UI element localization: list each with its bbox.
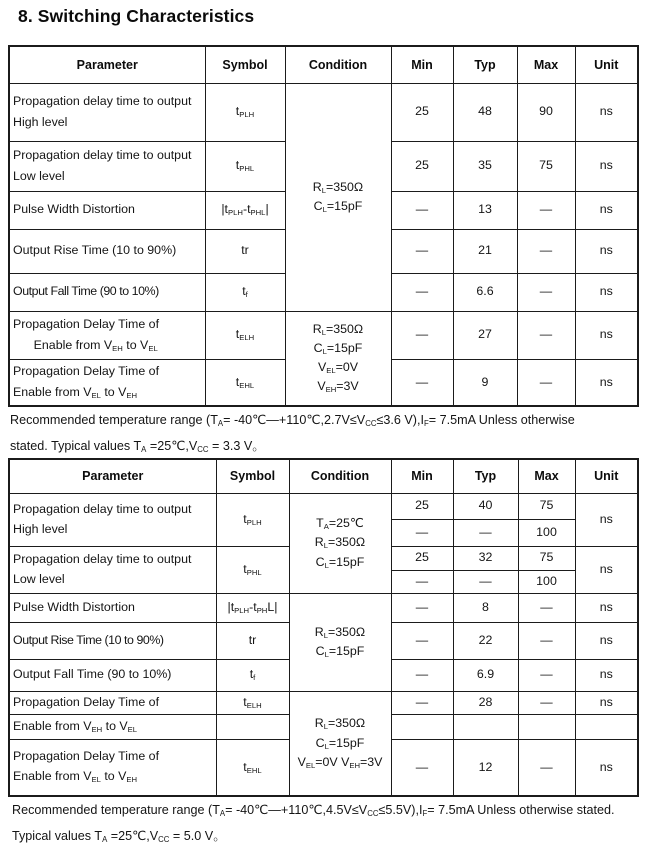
symbol-cell: tr — [216, 622, 289, 659]
parameter-cell: Propagation delay time to output High level — [9, 83, 205, 141]
min-cell: — — [391, 593, 453, 622]
unit-cell: ns — [575, 739, 638, 796]
max-cell: — — [518, 593, 575, 622]
condition-cell: $R_L=350\Omega$ $C_L=15pF$ — [289, 593, 391, 691]
max-cell: 75 — [518, 546, 575, 570]
col-header-symbol: Symbol — [216, 459, 289, 493]
note-5v-conditions: Recommended temperature range ($T_A=$ $-40℃—+110℃,4.5V\le V_{CC}\le 5.5V),I_F= 7.5mA$ Unless otherwise stated. Typical values $T_A$ $=25℃,V_{CC} = 5.0$ V。 — [12, 803, 615, 844]
min-cell: — — [391, 659, 453, 691]
condition-cell: $R_L=350\Omega$ $C_L=15pF$ $V_{EL}=0V$ $V_{EH}=3V$ — [289, 691, 391, 796]
symbol-cell: $t_{PHL}$ — [205, 141, 285, 191]
symbol-cell: $t_{ELH}$ — [205, 311, 285, 359]
col-header-parameter: Parameter — [9, 46, 205, 83]
parameter-cell: Propagation Delay Time of Enable from $V_{EL}$ to $V_{EH}$ — [9, 739, 216, 796]
col-header-typ: Typ — [453, 459, 518, 493]
typ-cell: 28 — [453, 691, 518, 714]
parameter-cell: Output Rise Time (10 to 90%) — [9, 229, 205, 273]
min-cell: — — [391, 229, 453, 273]
table-header-row — [9, 46, 638, 83]
symbol-cell: $t_{PHL}$ — [216, 546, 289, 593]
parameter-cell: Propagation delay time to output Low level — [9, 141, 205, 191]
max-cell: 100 — [518, 519, 575, 546]
unit-cell: ns — [575, 83, 638, 141]
unit-cell: ns — [575, 593, 638, 622]
symbol-cell: $t_f$ — [216, 659, 289, 691]
typ-cell: 9 — [453, 359, 517, 406]
table-row — [9, 593, 638, 622]
unit-cell: ns — [575, 622, 638, 659]
unit-cell: ns — [575, 546, 638, 593]
col-header-typ: Typ — [453, 46, 517, 83]
unit-cell: ns — [575, 691, 638, 714]
unit-cell: ns — [575, 273, 638, 311]
parameter-cell: Propagation delay time to output High level — [9, 493, 216, 546]
max-cell: — — [517, 191, 575, 229]
table-row — [9, 311, 638, 359]
max-cell: — — [518, 739, 575, 796]
section-title: 8. Switching Characteristics — [18, 6, 255, 26]
symbol-cell: $t_f$ — [205, 273, 285, 311]
max-cell: — — [518, 691, 575, 714]
typ-cell: — — [453, 570, 518, 593]
typ-cell: 40 — [453, 493, 518, 519]
typ-cell: 21 — [453, 229, 517, 273]
symbol-cell: $t_{PLH}$ — [216, 493, 289, 546]
typ-cell: 8 — [453, 593, 518, 622]
symbol-cell: $t_{ELH}$ — [216, 691, 289, 714]
min-cell: — — [391, 519, 453, 546]
typ-cell: 6.9 — [453, 659, 518, 691]
parameter-cell: Output Rise Time (10 to 90%) — [9, 622, 216, 659]
col-header-condition: Condition — [289, 459, 391, 493]
typ-cell: — — [453, 519, 518, 546]
unit-cell: ns — [575, 659, 638, 691]
symbol-cell — [216, 714, 289, 739]
min-cell: — — [391, 359, 453, 406]
max-cell: 75 — [517, 141, 575, 191]
max-cell: — — [517, 229, 575, 273]
max-cell: — — [518, 622, 575, 659]
note-3v3-conditions: Recommended temperature range ($T_A=$ $-40℃—+110℃,2.7V\le V_{CC}\le 3.6$ $V),I_F= 7.5mA$ Unless otherwise stated. Typical values $T_A$ $=25℃,V_{CC} = 3.3$ V。 — [10, 413, 575, 455]
parameter-cell: Output Fall Time (90 to 10%) — [9, 273, 205, 311]
min-cell: — — [391, 273, 453, 311]
max-cell: — — [517, 273, 575, 311]
parameter-cell: Propagation Delay Time of — [9, 691, 216, 714]
min-cell: — — [391, 622, 453, 659]
unit-cell: ns — [575, 229, 638, 273]
max-cell: — — [517, 311, 575, 359]
max-cell: 100 — [518, 570, 575, 593]
col-header-unit: Unit — [575, 459, 638, 493]
parameter-cell: Propagation delay time to output Low level — [9, 546, 216, 593]
max-cell — [518, 714, 575, 739]
max-cell: 75 — [518, 493, 575, 519]
typ-cell: 12 — [453, 739, 518, 796]
typ-cell — [453, 714, 518, 739]
unit-cell — [575, 714, 638, 739]
typ-cell: 32 — [453, 546, 518, 570]
table-row — [9, 493, 638, 519]
parameter-cell: Enable from $V_{EH}$ to $V_{EL}$ — [9, 714, 216, 739]
col-header-symbol: Symbol — [205, 46, 285, 83]
min-cell — [391, 714, 453, 739]
col-header-min: Min — [391, 459, 453, 493]
condition-cell: $R_L=350\Omega$ $C_L=15pF$ $V_{EL}=0V$ $V_{EH}=3V$ — [285, 311, 391, 406]
symbol-cell: $t_{PLH}$ — [205, 83, 285, 141]
max-cell: — — [518, 659, 575, 691]
unit-cell: ns — [575, 311, 638, 359]
min-cell: — — [391, 191, 453, 229]
switching-table-5v — [8, 458, 639, 797]
typ-cell: 6.6 — [453, 273, 517, 311]
symbol-cell: tr — [205, 229, 285, 273]
unit-cell: ns — [575, 191, 638, 229]
parameter-cell: Output Fall Time (90 to 10%) — [9, 659, 216, 691]
parameter-cell: Propagation Delay Time of Enable from $V_{EL}$ to $V_{EH}$ — [9, 359, 205, 406]
col-header-min: Min — [391, 46, 453, 83]
col-header-max: Max — [518, 459, 575, 493]
symbol-cell: $t_{EHL}$ — [205, 359, 285, 406]
min-cell: 25 — [391, 493, 453, 519]
min-cell: — — [391, 739, 453, 796]
table-header-row — [9, 459, 638, 493]
unit-cell: ns — [575, 359, 638, 406]
unit-cell: ns — [575, 141, 638, 191]
parameter-cell: Pulse Width Distortion — [9, 191, 205, 229]
min-cell: — — [391, 311, 453, 359]
symbol-cell: $|t_{PLH}-t_{PHL}|$ — [205, 191, 285, 229]
parameter-cell: Propagation Delay Time of Enable from $V_{EH}$ to $V_{EL}$ — [9, 311, 205, 359]
table-row — [9, 691, 638, 714]
table-row — [9, 83, 638, 141]
symbol-cell: $|t_{PLH}-t_{PH}L|$ — [216, 593, 289, 622]
col-header-unit: Unit — [575, 46, 638, 83]
typ-cell: 22 — [453, 622, 518, 659]
typ-cell: 27 — [453, 311, 517, 359]
typ-cell: 48 — [453, 83, 517, 141]
min-cell: 25 — [391, 141, 453, 191]
max-cell: 90 — [517, 83, 575, 141]
col-header-max: Max — [517, 46, 575, 83]
col-header-condition: Condition — [285, 46, 391, 83]
condition-cell: $T_A=25℃$ $R_L=350\Omega$ $C_L=15pF$ — [289, 493, 391, 593]
unit-cell: ns — [575, 493, 638, 546]
min-cell: 25 — [391, 83, 453, 141]
switching-table-3v3 — [8, 45, 639, 407]
min-cell: — — [391, 691, 453, 714]
parameter-cell: Pulse Width Distortion — [9, 593, 216, 622]
typ-cell: 13 — [453, 191, 517, 229]
min-cell: — — [391, 570, 453, 593]
condition-cell: $R_L=350\Omega$ $C_L=15pF$ — [285, 83, 391, 311]
symbol-cell: $t_{EHL}$ — [216, 739, 289, 796]
min-cell: 25 — [391, 546, 453, 570]
max-cell: — — [517, 359, 575, 406]
col-header-parameter: Parameter — [9, 459, 216, 493]
typ-cell: 35 — [453, 141, 517, 191]
